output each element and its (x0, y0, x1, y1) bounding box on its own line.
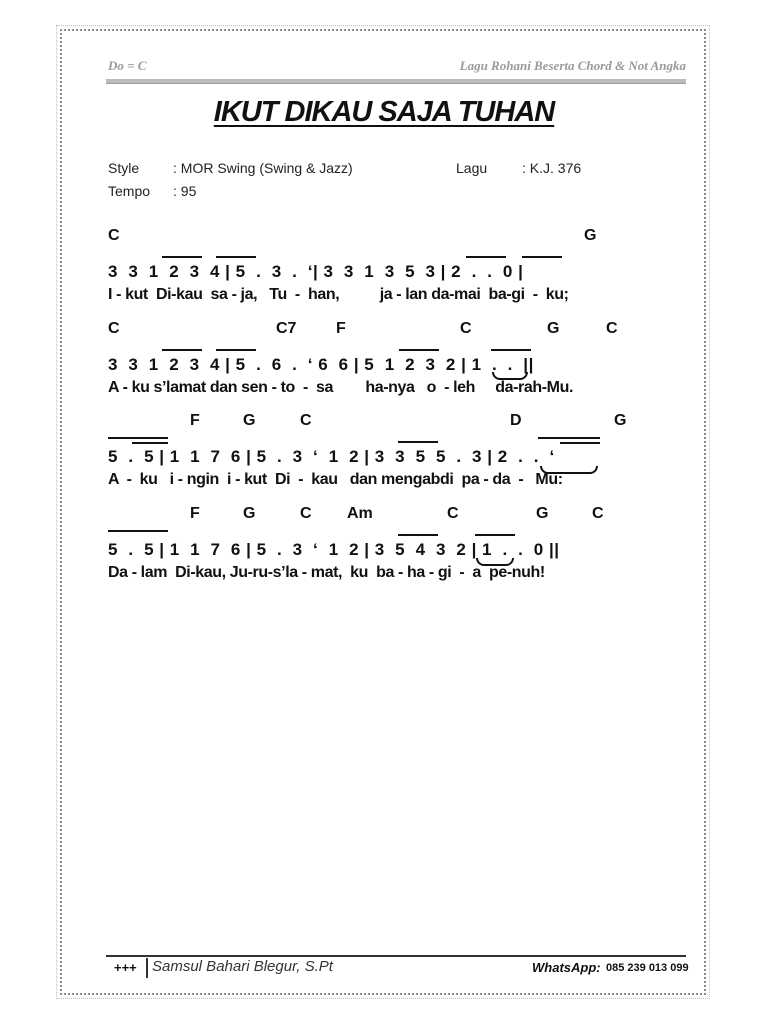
series-title: Lagu Rohani Beserta Chord & Not Angka (459, 58, 686, 73)
chord: C (460, 320, 472, 337)
lagu-label: Lagu (456, 160, 488, 176)
header-rule (106, 79, 686, 84)
chord: C (108, 320, 120, 337)
beam (475, 534, 515, 536)
note-line: 3 3 1 2 3 4 | 5 . 3 . ‘| 3 3 1 3 5 3 | 2 . . 0 | (108, 262, 524, 281)
lyric-line: A - ku i - ngin i - kut Di - kau dan mengabdi pa - da - Mu: (108, 471, 563, 488)
song-title: IKUT DIKAU SAJA TUHAN (213, 96, 555, 128)
beam (398, 441, 438, 443)
beam (560, 442, 600, 444)
beam (162, 349, 202, 351)
chord: C (108, 227, 120, 244)
chord: C (606, 320, 618, 337)
chord: G (536, 505, 549, 522)
beam (216, 256, 256, 258)
chord: C (300, 505, 312, 522)
chord: F (190, 412, 200, 429)
style-label: Style (108, 160, 140, 176)
chord: G (243, 412, 256, 429)
lyric-line: Da - lam Di-kau, Ju-ru-s’la - mat, ku ba - ha - gi - a pe-nuh! (108, 564, 545, 581)
chord: C (300, 412, 312, 429)
whatsapp-phone: 085 239 013 099 (606, 962, 689, 974)
note-line: 3 3 1 2 3 4 | 5 . 6 . ‘ 6 6 | 5 1 2 3 2 | 1 . . || (108, 355, 534, 374)
chord: Am (347, 505, 373, 522)
beam (108, 530, 168, 532)
whatsapp-label: WhatsApp: (532, 960, 601, 975)
footer-author: Samsul Bahari Blegur, S.Pt (152, 958, 333, 975)
lyric-line: A - ku s’lamat dan sen - to - sa ha-nya o - leh da-rah-Mu. (108, 379, 573, 396)
beam (162, 256, 202, 258)
lagu-value: : K.J. 376 (522, 160, 582, 176)
beam (399, 349, 439, 351)
note-line: 5 . 5 | 1 1 7 6 | 5 . 3 ‘ 1 2 | 3 3 5 5 . 3 | 2 . . ‘ (108, 447, 555, 466)
beam (216, 349, 256, 351)
chord: G (584, 227, 597, 244)
footer-rule (106, 955, 686, 957)
chord: G (547, 320, 560, 337)
beam (522, 256, 562, 258)
chord: G (243, 505, 256, 522)
beam (398, 534, 438, 536)
beam (538, 437, 600, 439)
note-line: 5 . 5 | 1 1 7 6 | 5 . 3 ‘ 1 2 | 3 5 4 3 2 | 1 . . 0 || (108, 540, 560, 559)
chord: C (447, 505, 459, 522)
chord: F (190, 505, 200, 522)
chord: D (510, 412, 522, 429)
beam (491, 349, 531, 351)
chord: C7 (276, 320, 297, 337)
beam (108, 437, 168, 439)
footer-plus: +++ (114, 960, 137, 975)
tempo-label: Tempo (108, 183, 151, 199)
beam (132, 442, 168, 444)
beam (466, 256, 506, 258)
footer-separator (146, 958, 148, 978)
tempo-value: : 95 (173, 183, 197, 199)
lyric-line: I - kut Di-kau sa - ja, Tu - han, ja - lan da-mai ba-gi - ku; (108, 286, 569, 303)
chord: F (336, 320, 346, 337)
style-value: : MOR Swing (Swing & Jazz) (173, 160, 353, 176)
key-signature: Do = C (108, 58, 147, 73)
chord: C (592, 505, 604, 522)
page-border (60, 29, 706, 995)
chord: G (614, 412, 627, 429)
